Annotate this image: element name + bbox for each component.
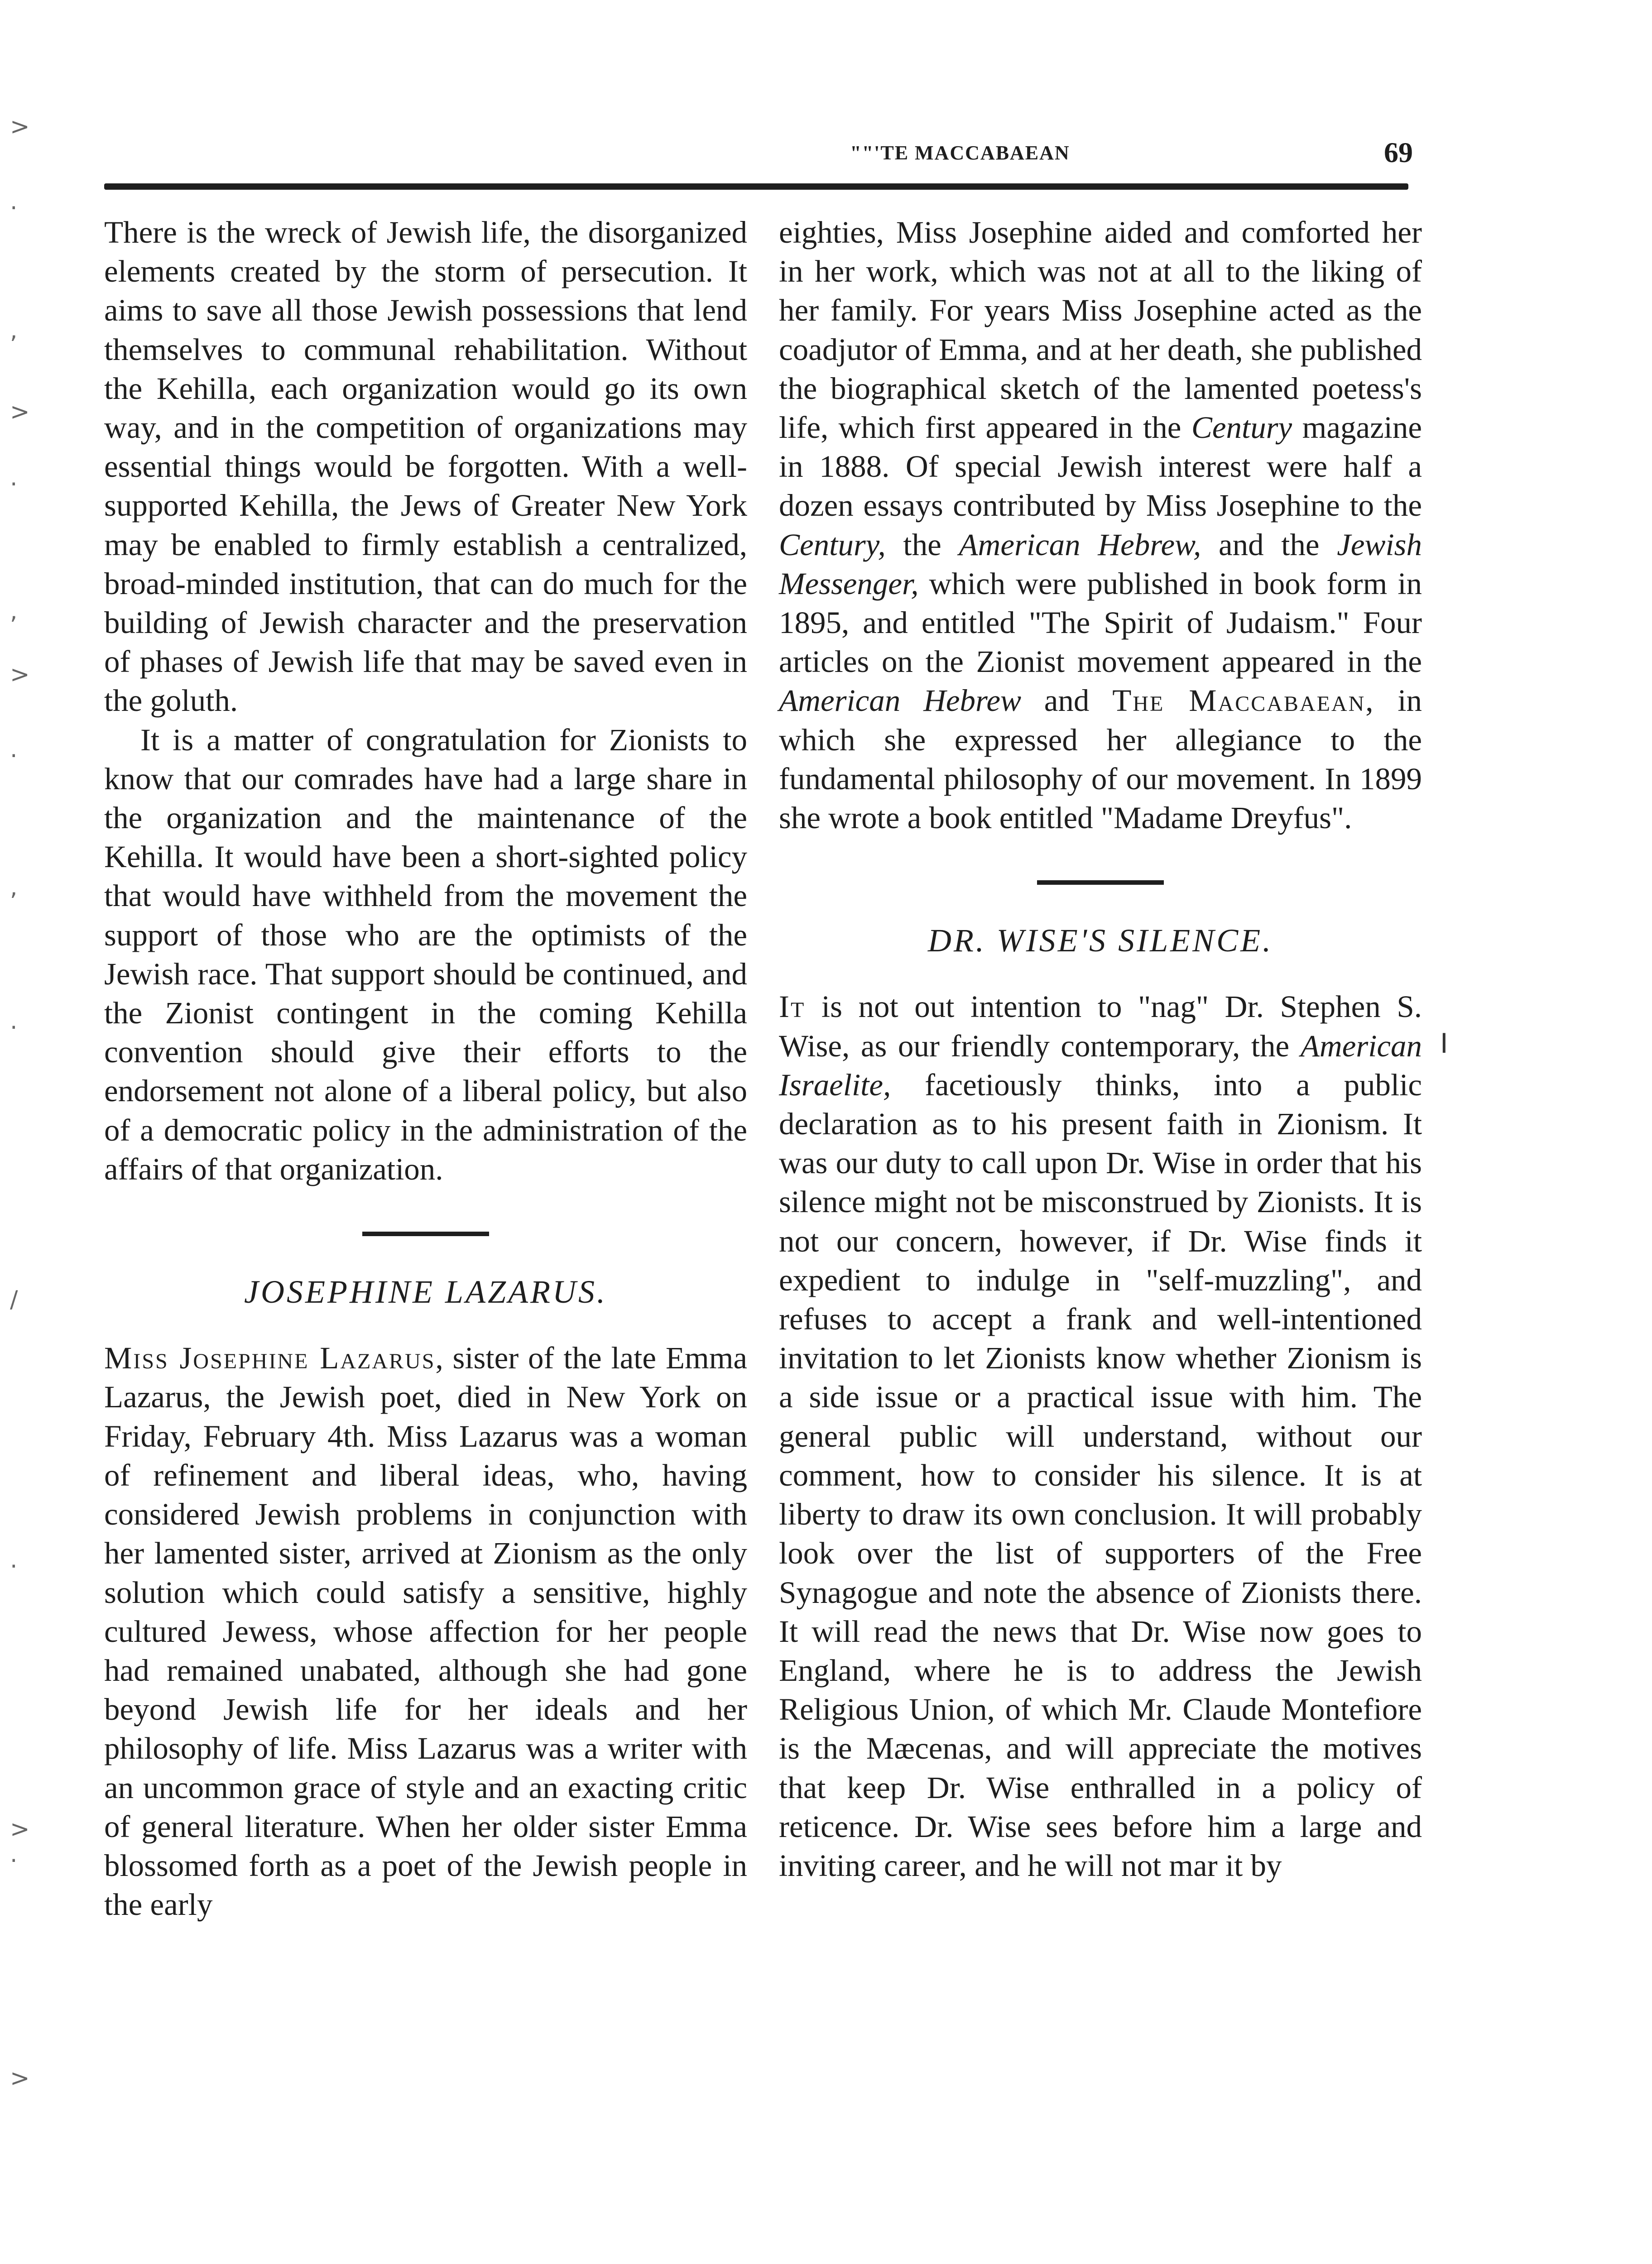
publication-title: The Maccabaean, <box>1112 683 1375 718</box>
section-title-josephine-lazarus: JOSEPHINE LAZARUS. <box>244 1274 607 1310</box>
left-margin-scan-marks <box>0 0 36 2264</box>
text-run: facetiously thinks, into a public declaration as to his present faith in Zionism. It was our duty to call upon Dr. Wise in order that his silence might not be misconstrued by Zionists. It is not our concern, however, if Dr. Wise finds it expedient to indulge in "self-muzzling", and refuses to accept a frank and well-intentioned invitation to let Zionists know whether Zionism is a side issue or a practical issue with him. The general public will understand, without our comment, how to consider his silence. It is at liberty to draw its own conclusion. It will probably look over the list of supporters of the Free Synagogue and note the absence of Zionists there. It will read the news that Dr. Wise now goes to England, where he is to address the Jewish Religious Union, of which Mr. Claude Montefiore is the Mæcenas, and will appreciate the motives that keep Dr. Wise enthralled in a policy of reticence. Dr. Wise sees before him a large and inviting career, and he will not mar it by <box>779 1067 1422 1883</box>
publication-title: Century, <box>779 527 886 562</box>
scan-mark: > <box>10 398 30 426</box>
text-run: magazine in 1888. Of special Jewish interest were half a dozen essays contributed by Miss Josephine to the <box>779 410 1422 523</box>
right-column <box>779 213 1422 1885</box>
margin-tick: I <box>1440 1028 1448 1060</box>
scan-mark: > <box>10 1816 30 1843</box>
scan-mark: · <box>10 1014 18 1041</box>
publication-title: American Hebrew, <box>959 527 1201 562</box>
scan-mark: · <box>10 1553 18 1580</box>
scan-mark: · <box>10 1847 18 1875</box>
text-run: the <box>885 527 959 562</box>
text-run: eighties, Miss Josephine aided and comforted her in her work, which was not at all to the liking of her family. For years Miss Josephine acted as the coadjutor of Emma, and at her death, she published the biographical sketch of the lamented poetess's life, which first appeared in the <box>779 215 1422 445</box>
left-column <box>104 213 747 1924</box>
scan-mark: · <box>10 471 18 498</box>
publication-title: American Hebrew <box>779 683 1021 718</box>
section-divider <box>362 1232 489 1236</box>
text-run: is not out intention to "nag" Dr. Stephen S. Wise, as our friendly contemporary, the <box>779 989 1422 1063</box>
publication-title: Jewish Messenger, <box>779 527 1422 601</box>
scan-mark: / <box>10 1286 18 1313</box>
scan-mark: , <box>10 317 18 344</box>
header-rule <box>104 183 1408 190</box>
page-number: 69 <box>1384 136 1413 168</box>
section-divider <box>1037 880 1164 885</box>
text-run: in which she expressed her allegiance to the fundamental philosophy of our movement. In 1899 she wrote a book entitled "Madame Dreyfus". <box>779 683 1422 835</box>
scan-mark: · <box>10 195 18 222</box>
lead-word: It <box>779 989 806 1024</box>
kehilla-paragraph-2: It is a matter of congratulation for Zionists to know that our comrades have had a large share in the organization and the maintenance of the Kehilla. It would have been a short-sighted policy that would have withheld from the movement the support of those who are the optimists of the Jewish race. That support should be continued, and the Zionist contingent in the coming Kehilla convention should give their efforts to the endorsement not alone of a liberal policy, but also of a democratic policy in the administration of the affairs of that organization. <box>104 722 747 1186</box>
wise-paragraph <box>779 987 1422 1885</box>
scan-mark: > <box>10 2065 30 2092</box>
scan-mark: > <box>10 661 30 688</box>
text-run: which were published in book form in 1895, and entitled "The Spirit of Judaism." Four articles on the Zionist movement appeared in the <box>779 566 1422 679</box>
text-run: and <box>1021 683 1113 718</box>
lazarus-paragraph <box>104 1338 747 1924</box>
publication-title: Century <box>1191 410 1292 445</box>
lazarus-text: , sister of the late Emma Lazarus, the Jewish poet, died in New York on Friday, February 4th. Miss Lazarus was a woman of refinement and liberal ideas, who, having considered Jewish problems in conjunction with her lamented sister, arrived at Zionism as the only solution which could satisfy a sensitive, highly cultured Jewess, whose affection for her people had remained unabated, although she had gone beyond Jewish life for her ideals and her philosophy of life. Miss Lazarus was a writer with an uncommon grace of style and an exacting critic of general literature. When her older sister Emma blossomed forth as a poet of the Jewish people in the early <box>104 1341 747 1922</box>
scan-mark: , <box>10 598 18 625</box>
running-header: ""'TE MACCABAEAN <box>850 142 1070 164</box>
lazarus-lead-name: Miss Josephine Lazarus <box>104 1341 436 1376</box>
lazarus-continued-paragraph <box>779 213 1422 837</box>
text-run: and the <box>1201 527 1337 562</box>
scan-mark: · <box>10 743 18 770</box>
section-title-dr-wise-silence: DR. WISE'S SILENCE. <box>927 922 1273 959</box>
publication-title: American Israelite, <box>779 1028 1422 1102</box>
scan-mark: > <box>10 113 30 140</box>
kehilla-paragraph-1: There is the wreck of Jewish life, the disorganized elements created by the storm of persecution. It aims to save all those Jewish possessions that lend themselves to communal rehabilitation. Without the Kehilla, each organization would go its own way, and in the competition of organizations may essential things would be forgotten. With a well-supported Kehilla, the Jews of Greater New York may be enabled to firmly establish a centralized, broad-minded institution, that can do much for the building of Jewish character and the preservation of phases of Jewish life that may be saved even in the goluth. <box>104 215 747 718</box>
scan-mark: , <box>10 874 18 901</box>
